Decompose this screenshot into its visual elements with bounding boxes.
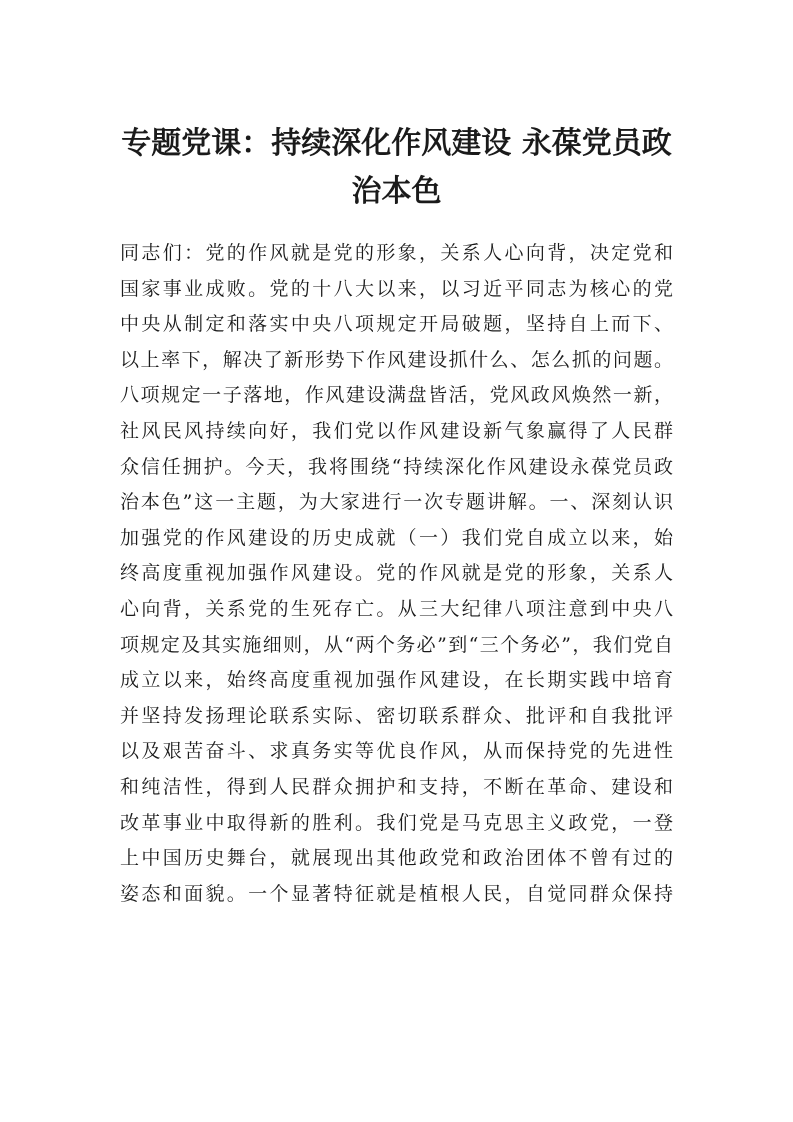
body-line: 上中国历史舞台，就展现出其他政党和政治团体不曾有过的 [120,847,673,870]
body-line: 和纯洁性，得到人民群众拥护和支持，不断在革命、建设和 [120,775,673,798]
body-line: 以上率下，解决了新形势下作风建设抓什么、怎么抓的问题。 [120,348,673,371]
body-line: 中央从制定和落实中央八项规定开局破题，坚持自上而下、 [120,313,673,336]
body-line: 国家事业成败。党的十八大以来，以习近平同志为核心的党 [120,277,673,300]
document-title-line-2: 治本色 [351,174,442,209]
body-line: 以及艰苦奋斗、求真务实等优良作风，从而保持党的先进性 [120,740,673,763]
body-line: 同志们：党的作风就是党的形象，关系人心向背，决定党和 [120,242,673,264]
body-line: 治本色”这一主题，为大家进行一次专题讲解。一、深刻认识 [120,491,673,514]
body-line: 加强党的作风建设的历史成就（一）我们党自成立以来，始 [120,526,673,549]
document-title-line-1: 专题党课：持续深化作风建设 永葆党员政 [121,126,672,161]
body-line: 心向背，关系党的生死存亡。从三大纪律八项注意到中央八 [120,597,673,620]
body-line: 改革事业中取得新的胜利。我们党是马克思主义政党，一登 [120,811,673,834]
body-line: 成立以来，始终高度重视加强作风建设，在长期实践中培育 [120,669,673,692]
body-line: 众信任拥护。今天，我将围绕“持续深化作风建设永葆党员政 [120,455,673,478]
body-line: 社风民风持续向好，我们党以作风建设新气象赢得了人民群 [120,419,673,442]
body-line: 八项规定一子落地，作风建设满盘皆活，党风政风焕然一新， [120,384,673,407]
document-body [120,236,673,912]
body-line: 终高度重视加强作风建设。党的作风就是党的形象，关系人 [120,562,673,585]
body-line: 姿态和面貌。一个显著特征就是植根人民，自觉同群众保持 [120,882,673,905]
body-line: 并坚持发扬理论联系实际、密切联系群众、批评和自我批评 [120,704,673,727]
body-line: 项规定及其实施细则，从“两个务必”到“三个务必”，我们党自 [120,633,673,656]
